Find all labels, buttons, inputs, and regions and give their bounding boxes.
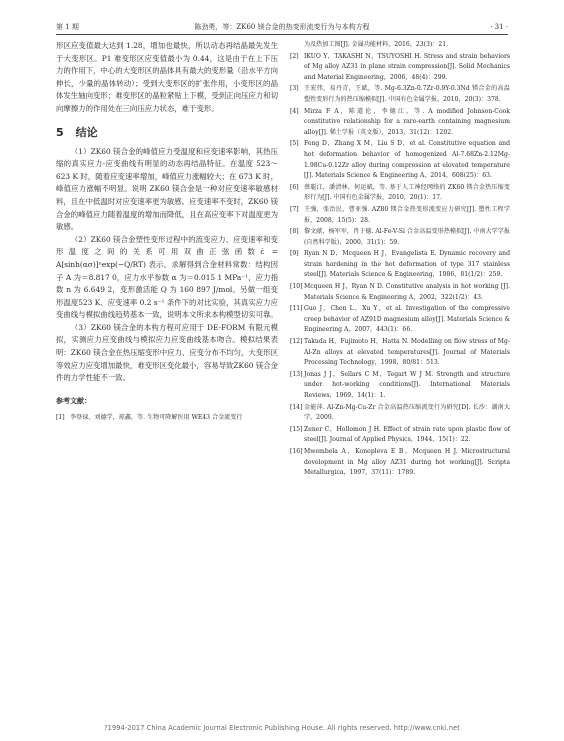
reference-item [290, 107, 510, 139]
reference-text: Guo J，Chen L，Xu Y，et al. Investigation of the compressive creep behavior of AZ91D magnesium alloy[J]. Materials Science & Engineering A，2007，443(1)：66. [304, 305, 510, 334]
reference-text: 蔡聪江，潘清林，何运斌，等. 基于人工神经网络的 ZK60 镁合金热压缩变形行为[J]. 中国有色金属学报，2010，20(1)：17. [304, 183, 510, 202]
text-line: 523 K、应变速率 0.2 s⁻¹ 条件下的对比实验，其真实 [78, 297, 256, 307]
text-line: （1）ZK60 镁合金的峰值应力受温度和应变速 [70, 146, 226, 156]
copyright-footer: ?1994-2017 China Academic Journal Electronic Publishing House. All rights reserved. http://www.cnki.net [104, 724, 460, 732]
reference-text: 李登禄，刘德学，琼鑫，等. 生物可降解医用 WE43 合金流变行 [70, 414, 243, 422]
reference-text: Feng D，Zhang X M，Liu S D，et al. Constitutive equation and hot deformation behavior of homogenized Al-7.68Zn-2.12Mg-1.98Cu-0.12Zr alloy during compression at elevated temperature [J]. Materials Science & Engineering A，2014，608(25)：63. [304, 140, 510, 180]
reference-item [290, 337, 510, 369]
reference-item [290, 282, 510, 303]
running-title: 陈劲勇，等：ZK60 镁合金的热变形流变行为与本构方程 [194, 23, 370, 31]
references-heading: 参考文献： [56, 396, 91, 405]
conclusion-paragraph-2 [56, 234, 278, 322]
reference-number: [13] [290, 370, 303, 378]
intro-paragraph [56, 40, 278, 116]
reference-item [290, 227, 510, 248]
section-heading [56, 126, 278, 140]
text-line: 再结晶最先发生于大变形区。P1 难变形区应变值 [56, 41, 278, 63]
reference-item [290, 304, 510, 336]
reference-text: Mwembela A，Konopleva E B，Mcqueen H J. Microstructural development in Mg alloy AZ31 during hot working[J]. Scripta Metallurgica，1997，37(11)：1789. [304, 447, 510, 477]
text-line: （3）ZK60 镁合金的本构方程可应用于 DE- [70, 322, 221, 332]
reference-number: [2] [290, 52, 299, 60]
text-line: 在三向压应力状态，难于变形。 [115, 103, 219, 113]
reference-number: [4] [290, 107, 299, 115]
text-line: 率敏感材料，且在中低温时对应变速率更为敏感。 [56, 184, 278, 206]
reference-item [290, 183, 510, 204]
reference-number: [8] [290, 228, 299, 236]
reference-text: Ryan N D，Mcqueen H J，Evangelista E. Dynamic recovery and strain hardening in the hot deformation of type 317 stainless steel[J]. Materials Science & Engineering，1986，81(1/2)：259. [304, 250, 510, 279]
reference-number: [9] [290, 250, 299, 258]
reference-number: [11] [290, 305, 303, 313]
text-line: 所求本构模型切实可靠。 [196, 310, 278, 320]
reference-number [290, 40, 304, 51]
reference-item [290, 403, 510, 424]
reference-text: Mirza F A，陈道伦，李德江，等. A modified Johnson-Cook constitutive relationship for a rare-earth containing magnesium alloy[J]. 稀土学报（英文版），2013，31(12)：1202. [304, 107, 510, 136]
reference-text: 为及热加工图[J]. 金属功能材料，2016，23(3)：21. [304, 41, 449, 48]
reference-item [290, 139, 510, 181]
equation-line: ε̇ = A[sinh(ασ)]ⁿexp(−Q/RT) 表示。求解得到合 [56, 247, 278, 269]
text-line: 数 α 为＝0.015 1 MPa⁻¹，应力指数 n 为 6.649 2，变 [56, 272, 278, 295]
section-title: 结论 [75, 125, 98, 139]
text-line: 形激活能 Q 为 160 897 J/mol。另做一组变形温度 [56, 285, 278, 307]
text-line: 效应力应变增加最快，难变形区变化最小，容易导致 [63, 360, 234, 370]
conclusion-paragraph-1 [56, 146, 278, 234]
issue-label: 第 1 期 [56, 23, 79, 31]
running-header [56, 20, 508, 35]
text-line: （2）ZK60 镁合金塑性变形过程中的流变应力、 [70, 234, 234, 244]
reference-number: [16] [290, 447, 303, 455]
text-line: 再结晶特征。在温度 523～623 K 时，随着应变速 [56, 159, 278, 181]
reference-text: Takuda H，Fujimoto H，Hatta N. Modelling on flow stress of Mg-Al-Zn alloys at elevated temperatures[J]. Journal of Materials Processing Technology，1998，80/81：513. [304, 338, 510, 367]
reference-text: Mcqueen H J，Ryan N D. Constitutive analysis in hot working [J]. Materials Science & Engineering A，2002，322(1/2)：43. [304, 283, 510, 301]
text-line: 应变速率和变形温度之间的关系可用双曲正弦函数 [56, 234, 278, 257]
text-line: 最小为 0.44，这是由于在上下压力的作用下，中心 [56, 53, 278, 76]
reference-item [290, 84, 510, 105]
text-line: 形区应变值最大达到 1.28，增加也最快，所以动态 [56, 41, 226, 50]
reference-text: IKUO Y，TAKASHI N，TSUYOSHI H. Stress and strain behaviors of Mg alloy AZ31 in plane strain compression[J]. Solid Mechanics and Material Engineering，2006，48(4)：299. [304, 52, 510, 81]
reference-item [290, 52, 510, 84]
reference-number: [6] [290, 183, 299, 191]
text-line: 应力应变曲线与模拟曲线趋势基本一致，说明本文 [56, 297, 278, 320]
reference-item [290, 249, 510, 281]
text-line: 率影响，其热压缩的真实应力-应变曲线有明显的动态 [56, 146, 278, 169]
reference-item [290, 447, 510, 479]
reference-item [56, 413, 278, 424]
text-line: 率增加，峰值应力涨幅较大；在 673 K 时，峰值应力 [56, 171, 279, 194]
text-line: FORM 有限元模拟，实测应力应变曲线与模拟应力 [56, 322, 279, 345]
reference-item [290, 205, 510, 226]
reference-text: 金能萍. Al-Zn-Mg-Cu-Zr 合金高温热压缩流变行为研究[D]. 长沙：湖南大学，2009. [304, 403, 510, 422]
reference-text: Jonas J J，Sellars C M，Tegart W J M. Strength and structure under hot-working conditions[J]. International Materials Reviews，1969，14(1)：1. [304, 370, 510, 399]
reference-number: [7] [290, 205, 299, 213]
reference-number: [1] [56, 414, 65, 422]
reference-number: [15] [290, 425, 303, 433]
text-line: 贴上下模，受到正向压应力和切向摩擦力的作用处 [56, 91, 278, 113]
reference-text: 王强，张治民，曹亚强. AZ80 镁合金热变形流变应力研究[J]. 塑性工程学报，2008，15(5)：28. [304, 205, 510, 224]
text-line: 应变速率不变时，ZK60 镁合金的峰值应力随着温 [56, 196, 278, 219]
reference-number: [3] [290, 85, 299, 93]
text-line: 度的增加而降低，且在高应变率下对温度更为敏感。 [56, 209, 278, 232]
reference-item [290, 40, 510, 51]
reference-number: [10] [290, 283, 303, 291]
reference-number: [12] [290, 338, 303, 346]
text-line: 伸长，少量的晶体转动）；受到大变形区的扩张作用， [56, 78, 233, 88]
conclusion-paragraph-3 [56, 322, 278, 385]
text-line: ZK60 镁合金件的力学性能不一致。 [56, 360, 278, 383]
text-line: 的大变形区的晶体具有最大的变形量（沿水平方向 [115, 66, 278, 76]
reference-text: Zener C，Hollomon J H. Effect of strain rate upon plastic flow of steel[J]. Journal of Applied Physics，1944，15(1)：22. [304, 425, 510, 444]
section-number: 5 [56, 125, 64, 139]
reference-number: [14] [290, 403, 303, 411]
right-column-references [290, 40, 510, 480]
reference-item [290, 425, 510, 446]
left-column [56, 40, 278, 425]
reference-text: 黎文献，杨军军，肖于德. Al-Fe-V-Si 合金高温变形热模拟[J]. 中南大学学报(自然科学版)，2000，31(1)：59. [304, 228, 510, 246]
page-number: · 31 · [490, 23, 508, 31]
text-line: 小变形区的晶体发生轴向变形；难变形区的晶粒紧 [56, 78, 278, 101]
reference-item [290, 370, 510, 402]
reference-text: 王宏伟，易丹青，王斌，等. Mg-6.3Zn-0.7Zr-0.9Y-0.3Nd 镁合金的高温塑性变形行为的热压缩模拟[J]. 中国有色金属学报，2010，20(3)：378. [304, 85, 510, 103]
text-line: 在热压缩变形中应力、应变分布不均匀，大变形区等 [56, 348, 278, 370]
reference-number: [5] [290, 140, 299, 148]
text-line: 应变曲线基本吻合。模拟结果表明：ZK60 镁合金 [56, 335, 278, 358]
text-line: 涨幅不明显。说明 ZK60 镁合金是一种对应变速 [86, 184, 248, 194]
text-line: 金材料常数：结构因子 A 为＝8.817 0，应力水平参 [56, 259, 278, 282]
